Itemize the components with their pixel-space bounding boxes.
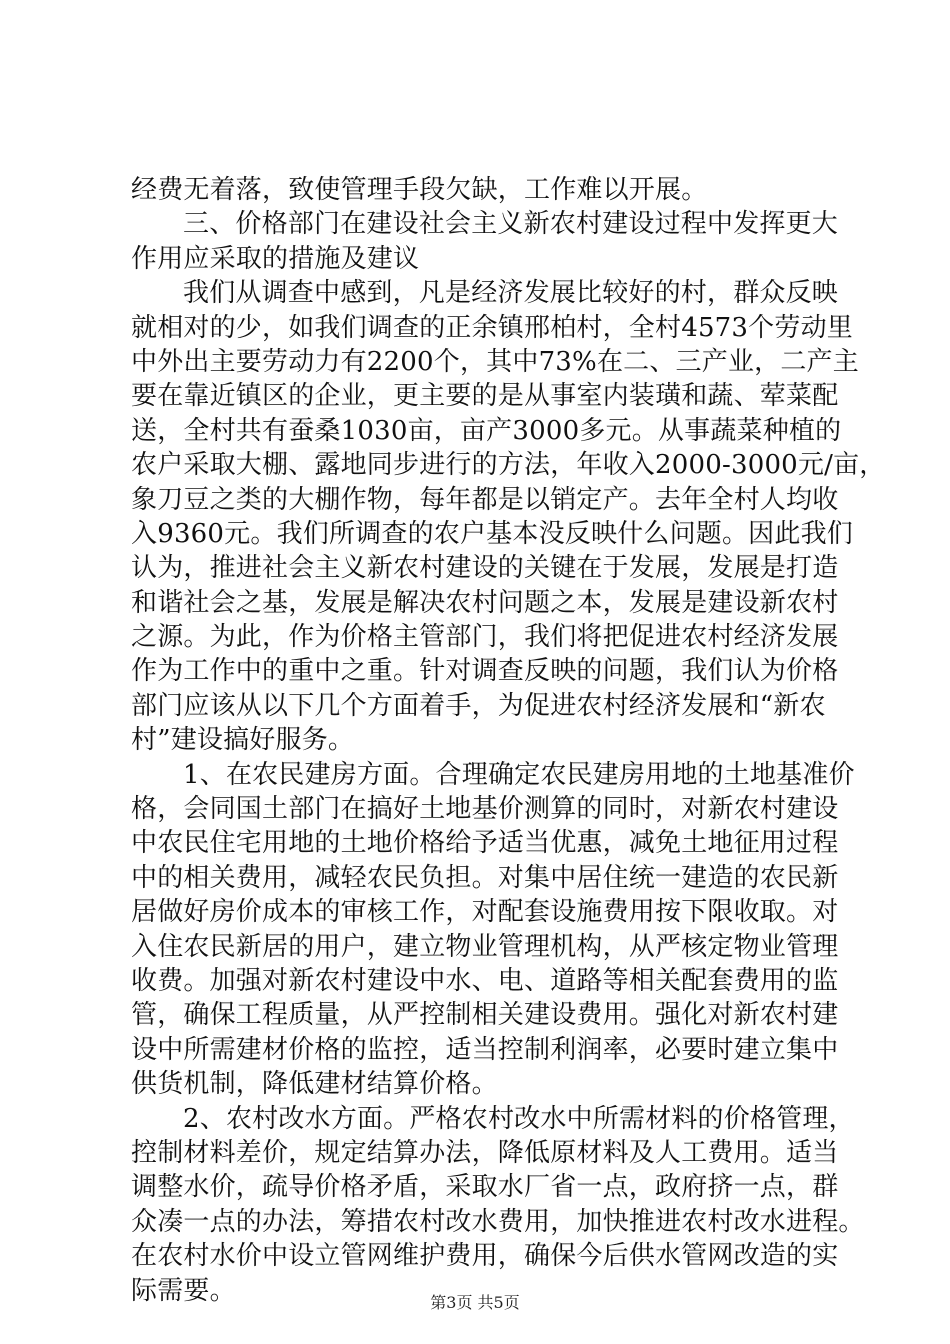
text-line: 作为工作中的重中之重。针对调查反映的问题，我们认为价格 — [131, 656, 839, 687]
text-line: 控制材料差价，规定结算办法，降低原材料及人工费用。适当 — [131, 1137, 839, 1168]
text-line: 中农民住宅用地的土地价格给予适当优惠，减免土地征用过程 — [131, 828, 839, 859]
text-line: 供货机制，降低建材结算价格。 — [131, 1069, 498, 1100]
section-heading-line: 三、价格部门在建设社会主义新农村建设过程中发挥更大 — [183, 209, 839, 240]
text-line: 农户采取大棚、露地同步进行的方法，年收入2000-3000元/亩， — [131, 450, 886, 481]
text-line: 格，会同国土部门在搞好土地基价测算的同时，对新农村建设 — [131, 794, 839, 825]
text-line: 众凑一点的办法，筹措农村改水费用，加快推进农村改水进程。 — [131, 1206, 865, 1237]
text-line: 村”建设搞好服务。 — [131, 725, 355, 756]
text-line: 经费无着落，致使管理手段欠缺，工作难以开展。 — [131, 175, 708, 205]
document-body — [131, 173, 886, 1308]
text-line: 中的相关费用，减轻农民负担。对集中居住统一建造的农民新 — [131, 862, 839, 893]
text-line: 设中所需建材价格的监控，适当控制利润率，必要时建立集中 — [131, 1034, 839, 1065]
text-line: 入住农民新居的用户，建立物业管理机构，从严核定物业管理 — [131, 931, 839, 962]
text-line: 入9360元。我们所调查的农户基本没反映什么问题。因此我们 — [131, 518, 853, 549]
text-line: 2、农村改水方面。严格农村改水中所需材料的价格管理， — [183, 1103, 855, 1134]
text-line: 就相对的少，如我们调查的正余镇邢柏村，全村4573个劳动里 — [131, 312, 853, 343]
text-line: 管，确保工程质量，从严控制相关建设费用。强化对新农村建 — [131, 1000, 839, 1031]
text-line: 之源。为此，作为价格主管部门，我们将把促进农村经济发展 — [131, 622, 839, 653]
text-line: 际需要。 — [131, 1275, 236, 1306]
text-line: 部门应该从以下几个方面着手，为促进农村经济发展和“新农 — [131, 690, 826, 721]
text-line: 我们从调查中感到，凡是经济发展比较好的村，群众反映 — [183, 278, 839, 309]
text-line: 要在靠近镇区的企业，更主要的是从事室内装璜和蔬、荤菜配 — [131, 381, 839, 412]
section-heading-line: 作用应采取的措施及建议 — [131, 243, 420, 274]
text-line: 认为，推进社会主义新农村建设的关键在于发展，发展是打造 — [131, 553, 839, 584]
text-line: 收费。加强对新农村建设中水、电、道路等相关配套费用的监 — [131, 965, 839, 996]
text-line: 1、在农民建房方面。合理确定农民建房用地的土地基准价 — [183, 759, 855, 790]
page-number-footer: 第3页 共5页 — [430, 1293, 520, 1312]
text-line: 在农村水价中设立管网维护费用，确保今后供水管网改造的实 — [131, 1241, 839, 1272]
text-line: 和谐社会之基，发展是解决农村问题之本，发展是建设新农村 — [131, 587, 839, 618]
text-line: 送，全村共有蚕桑1030亩，亩产3000多元。从事蔬菜种植的 — [131, 415, 842, 446]
text-line: 中外出主要劳动力有2200个，其中73%在二、三产业，二产主 — [131, 346, 859, 377]
text-line: 象刀豆之类的大棚作物，每年都是以销定产。去年全村人均收 — [131, 484, 839, 515]
text-line: 居做好房价成本的审核工作，对配套设施费用按下限收取。对 — [131, 897, 839, 928]
text-line: 调整水价，疏导价格矛盾，采取水厂省一点，政府挤一点，群 — [131, 1172, 839, 1203]
